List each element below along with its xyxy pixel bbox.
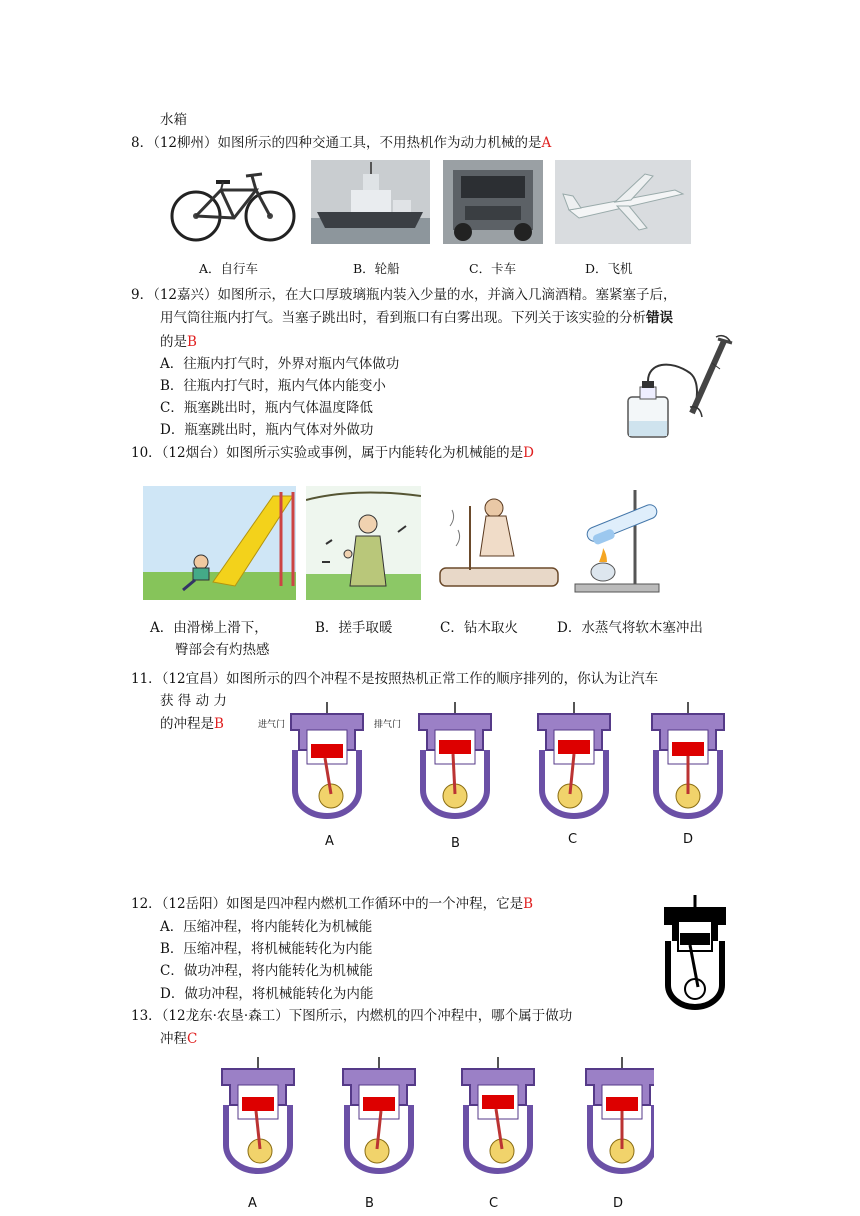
q8-caption-d: D．飞机 [585,261,633,276]
q11-engine-b [413,700,498,820]
q13-engine-a [216,1055,301,1175]
q13-label-c: C [489,1196,499,1211]
q12-option-d: D．做功冲程，将机械能转化为内能 [160,986,374,1002]
q10-answer: D [523,445,534,461]
q9-option-c: C．瓶塞跳出时，瓶内气体温度降低 [160,400,373,416]
bottle-pump-figure [620,333,738,441]
q9-line3: 的是B [160,334,197,350]
continued-text: 水箱 [160,112,187,128]
q13-label-b: B [365,1196,374,1211]
q10-caption-c: C．钻木取火 [440,620,518,636]
q10-stem: 10．（12烟台）如图所示实验或事例，属于内能转化为机械能的是D [131,445,534,461]
q13-label-a: A [248,1196,257,1211]
q9-option-d: D．瓶塞跳出时，瓶内气体对外做功 [160,422,374,438]
ship-image [311,160,430,244]
q11-answer: B [214,716,224,732]
slide-image [143,486,296,600]
exhaust-valve-label: 排气门 [374,720,402,730]
intake-valve-label: 进气门 [258,720,286,730]
q12-option-a: A．压缩冲程，将内能转化为机械能 [160,919,373,935]
bicycle-image [166,160,298,244]
q11-label-a: A [325,834,334,849]
q13-line2: 冲程C [160,1031,198,1047]
q11-line3: 的冲程是B [160,716,224,732]
q12-answer: B [523,896,534,912]
q13-answer: C [187,1031,198,1047]
drill-fire-image [430,486,568,600]
q8-caption-b: B．轮船 [353,261,400,276]
q11-label-c: C [568,832,578,847]
q8-stem: 8．（12柳州）如图所示的四种交通工具，不用热机作为动力机械的是A [131,135,552,151]
q10-caption-a2: 臀部会有灼热感 [175,642,270,658]
q9-line2: 用气筒往瓶内打气。当塞子跳出时，看到瓶口有白雾出现。下列关于该实验的分析错误 [160,310,673,326]
q9-line1: 9．（12嘉兴）如图所示，在大口厚玻璃瓶内装入少量的水，并滴入几滴酒精。塞紧塞子后， [131,287,677,303]
q13-label-d: D [613,1196,624,1211]
q11-engine-c [532,700,617,820]
q9-answer: B [187,334,197,350]
q12-option-c: C．做功冲程，将内能转化为机械能 [160,963,373,979]
q8-answer: A [541,135,552,151]
q9-option-b: B．往瓶内打气时，瓶内气体内能变小 [160,378,386,394]
q13-engine-d [580,1055,654,1175]
q11-label-b: B [451,836,460,851]
q12-stem: 12．（12岳阳）如图是四冲程内燃机工作循环中的一个冲程，它是B [131,896,534,912]
q11-line1: 11．（12宜昌）如图所示的四个冲程不是按照热机正常工作的顺序排列的，你认为让汽车 [131,671,659,687]
q10-caption-a: A．由滑梯上滑下， [150,620,268,636]
q9-option-a: A．往瓶内打气时，外界对瓶内气体做功 [160,356,400,372]
q13-engine-c [456,1055,541,1175]
q11-engine-a [285,700,370,820]
truck-image [443,160,543,244]
q12-option-b: B．压缩冲程，将机械能转化为内能 [160,941,373,957]
q8-caption-c: C．卡车 [469,261,517,276]
rubbing-hands-image [306,486,421,600]
q8-caption-a: A．自行车 [199,261,259,276]
q11-engine-d [646,700,731,820]
airplane-image [555,160,691,244]
q10-caption-b: B．搓手取暖 [315,620,393,636]
q11-line2: 获 得 动 力 [160,693,227,709]
test-tube-image [565,486,673,600]
q13-line1: 13．（12龙东·农垦·森工）下图所示，内燃机的四个冲程中，哪个属于做功 [131,1008,573,1024]
q10-caption-d: D．水蒸气将软木塞冲出 [557,620,703,636]
q11-label-d: D [683,832,694,847]
q13-engine-b [337,1055,422,1175]
q12-engine-figure [660,893,730,1013]
